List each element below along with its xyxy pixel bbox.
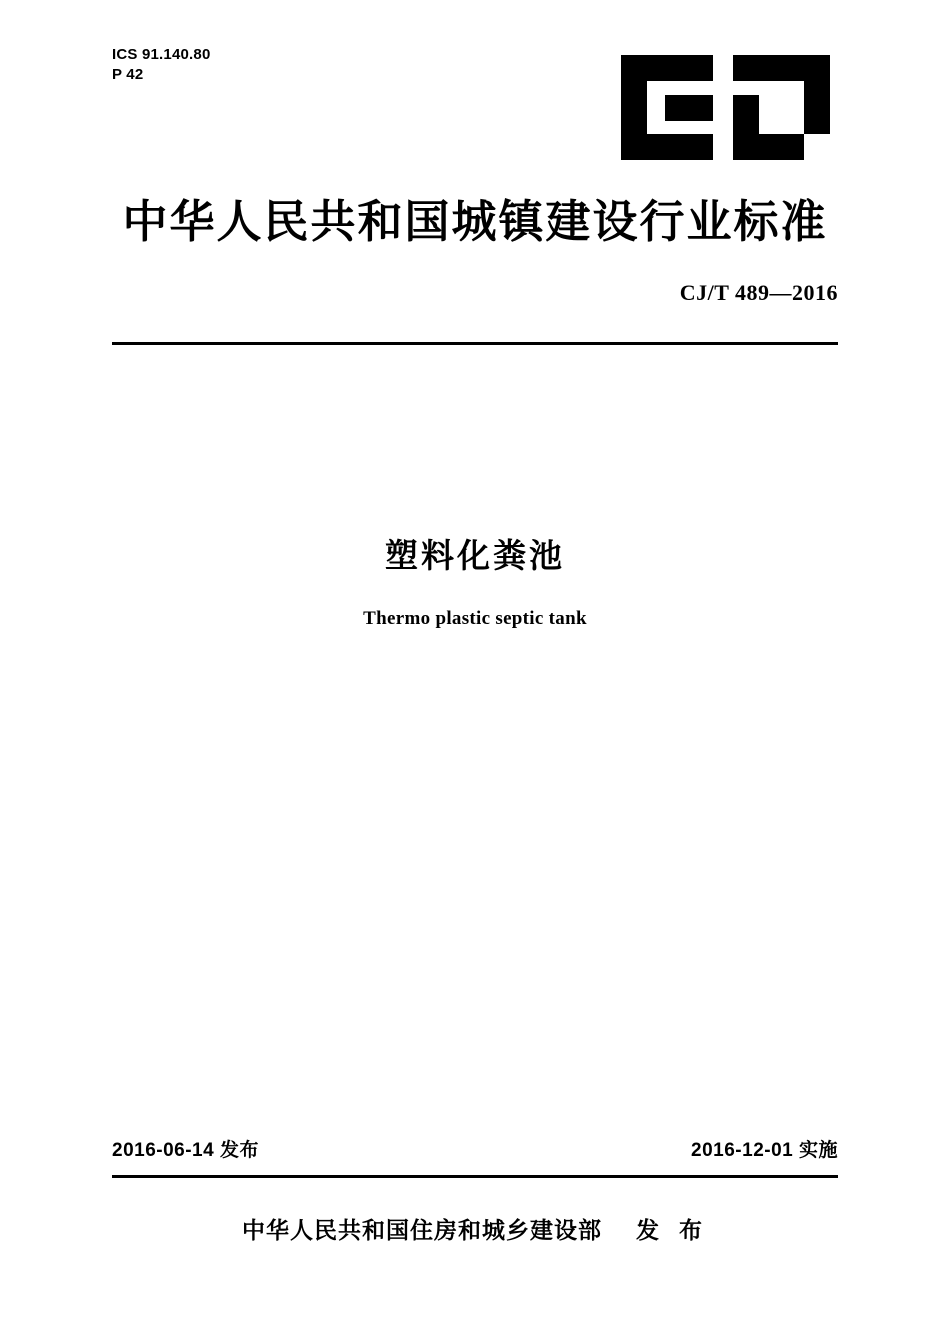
cj-logo-icon <box>613 55 838 160</box>
ics-code: ICS 91.140.80 <box>112 46 211 63</box>
ics-metadata-block <box>112 45 211 86</box>
page-title: 中华人民共和国城镇建设行业标准 <box>122 195 828 248</box>
effective-date: 2016-12-01 实施 <box>691 1140 838 1161</box>
classification-code: P 42 <box>112 66 144 84</box>
standard-number: CJ/T 489—2016 <box>679 280 838 305</box>
publish-word: 发 布 <box>635 1218 708 1244</box>
document-title-chinese: 塑料化粪池 <box>385 536 565 575</box>
divider-top <box>112 342 838 345</box>
document-title-english: Thermo plastic septic tank <box>363 608 587 629</box>
issue-date: 2016-06-14 发布 <box>112 1140 259 1161</box>
publisher-name: 中华人民共和国住房和城乡建设部 <box>241 1218 602 1244</box>
publisher-line <box>0 1212 950 1245</box>
divider-bottom <box>112 1175 838 1178</box>
